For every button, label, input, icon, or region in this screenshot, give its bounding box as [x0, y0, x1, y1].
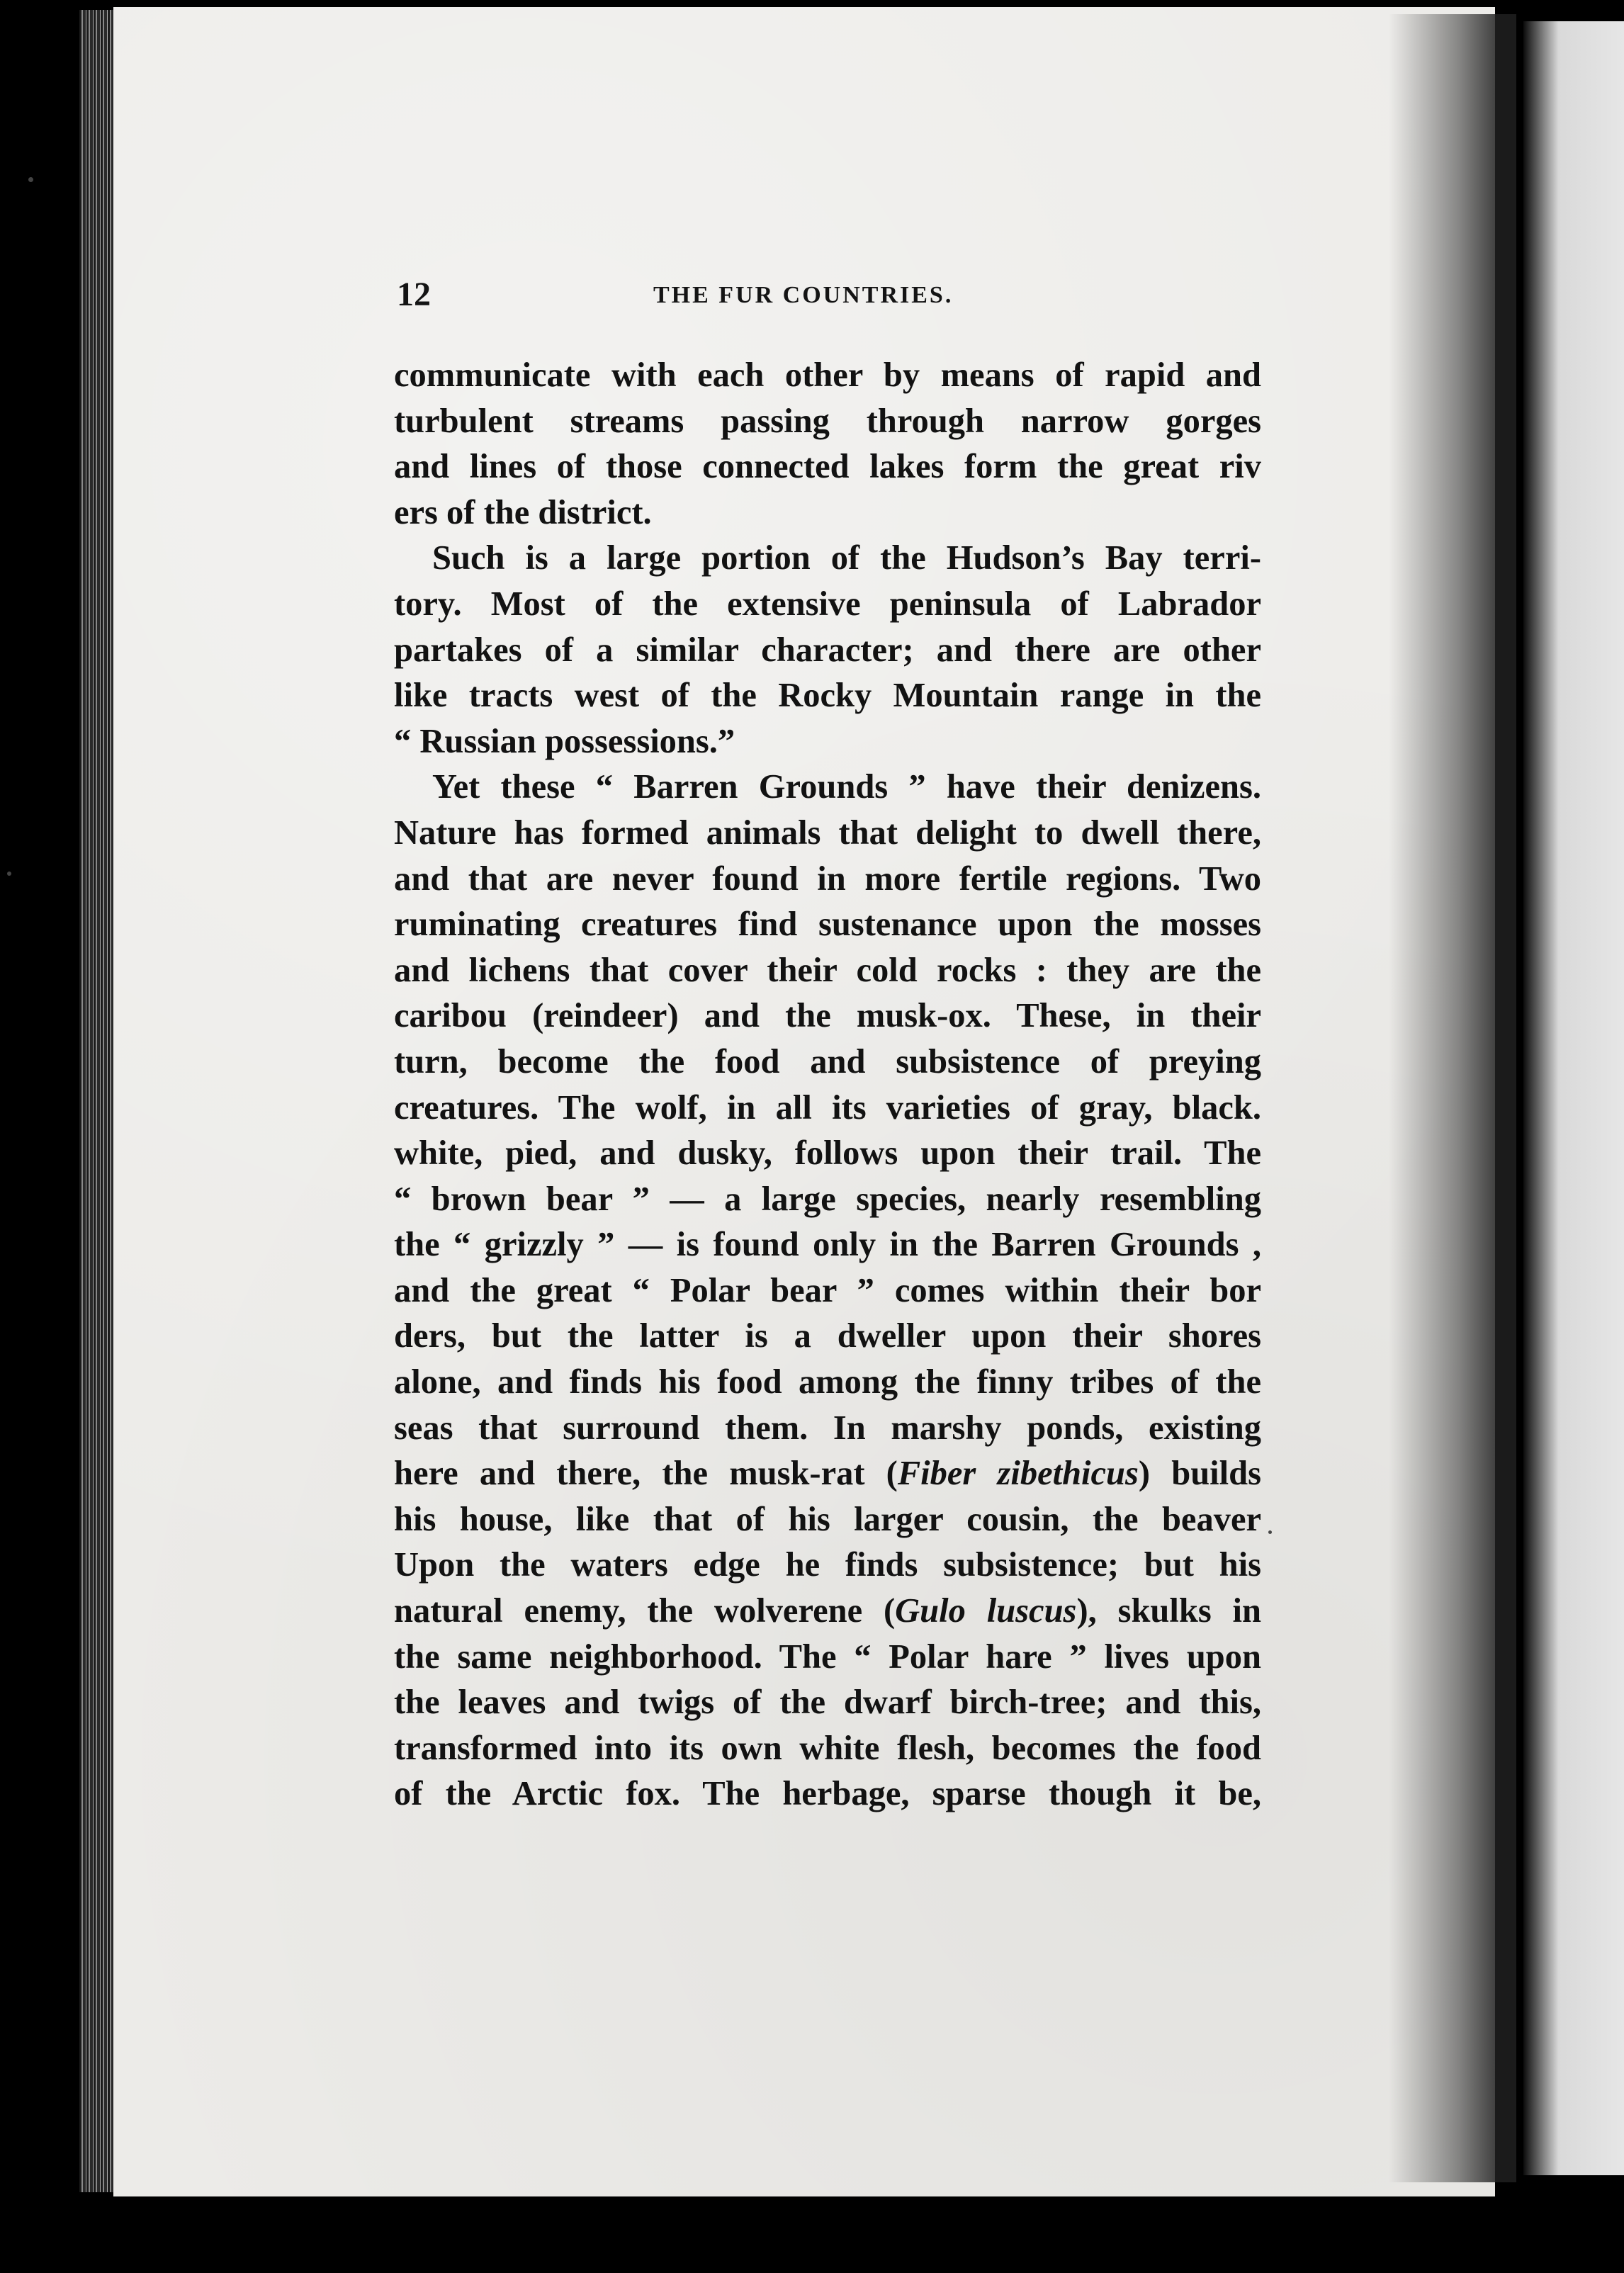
text-line: partakes of a similar character; and there are other: [394, 631, 1261, 669]
text-line: his house, like that of his larger cousin, the beaver: [394, 1500, 1261, 1538]
body-text: [394, 353, 1261, 1817]
scan-speck: [1268, 1530, 1272, 1534]
text-fragment: here and there, the musk-rat (: [394, 1455, 898, 1493]
text-line: [394, 1451, 1261, 1497]
text-line: ruminating creatures find sustenance upon the mosses: [394, 906, 1261, 944]
italic-species-name: Fiber zibethicus: [897, 1455, 1139, 1493]
text-line: the “ grizzly ” — is found only in the Barren Grounds ,: [394, 1226, 1261, 1264]
text-line: tory. Most of the extensive peninsula of Labrador: [394, 585, 1261, 623]
text-line: communicate with each other by means of rapid and: [394, 356, 1261, 394]
text-line: and that are never found in more fertile regions. Two: [394, 859, 1261, 898]
text-line: [394, 1589, 1261, 1635]
text-line: the leaves and twigs of the dwarf birch-tree; and this,: [394, 1683, 1261, 1722]
text-fragment: natural enemy, the wolverene (: [394, 1592, 896, 1630]
text-line: “ Russian possessions.”: [394, 722, 735, 760]
text-line: and lichens that cover their cold rocks : they are the: [394, 951, 1261, 989]
text-line: Nature has formed animals that delight to dwell there,: [394, 813, 1261, 852]
text-line: ders, but the latter is a dweller upon their shores: [394, 1317, 1261, 1355]
page-number: 12: [397, 276, 431, 313]
text-line: seas that surround them. In marshy ponds, existing: [394, 1409, 1261, 1447]
scan-speck: [28, 177, 33, 182]
page-gutter-shadow: [1389, 14, 1516, 2182]
text-line: and lines of those connected lakes form the great riv: [394, 448, 1261, 486]
text-line: creatures. The wolf, in all its varieties of gray, black.: [394, 1088, 1261, 1127]
text-line: white, pied, and dusky, follows upon their trail. The: [394, 1134, 1261, 1173]
text-line: turn, become the food and subsistence of preying: [394, 1042, 1261, 1081]
text-line: of the Arctic fox. The herbage, sparse though it be,: [394, 1775, 1261, 1813]
text-line: ers of the district.: [394, 493, 652, 531]
text-line: Yet these “ Barren Grounds ” have their denizens.: [432, 768, 1261, 806]
text-fragment: ) builds: [1138, 1455, 1261, 1493]
scan-speck: [7, 872, 11, 876]
page-header: [397, 275, 1318, 325]
text-line: caribou (reindeer) and the musk-ox. These, in their: [394, 997, 1261, 1035]
text-line: like tracts west of the Rocky Mountain range in the: [394, 677, 1261, 715]
text-line: “ brown bear ” — a large species, nearly resembling: [394, 1180, 1261, 1218]
running-head: THE FUR COUNTRIES.: [653, 282, 954, 308]
text-line: the same neighborhood. The “ Polar hare ” lives upon: [394, 1637, 1261, 1676]
italic-species-name: Gulo luscus: [895, 1592, 1077, 1630]
text-line: turbulent streams passing through narrow gorges: [394, 402, 1261, 440]
text-fragment: ), skulks in: [1076, 1592, 1262, 1630]
text-line: alone, and finds his food among the finny tribes of the: [394, 1363, 1261, 1401]
text-line: Such is a large portion of the Hudson’s Bay terri-: [432, 539, 1261, 577]
text-line: Upon the waters edge he finds subsistence; but his: [394, 1546, 1261, 1584]
text-line: transformed into its own white flesh, becomes the food: [394, 1729, 1261, 1767]
text-line: and the great “ Polar bear ” comes within their bor: [394, 1271, 1261, 1309]
next-page-edge: [1523, 21, 1624, 2175]
